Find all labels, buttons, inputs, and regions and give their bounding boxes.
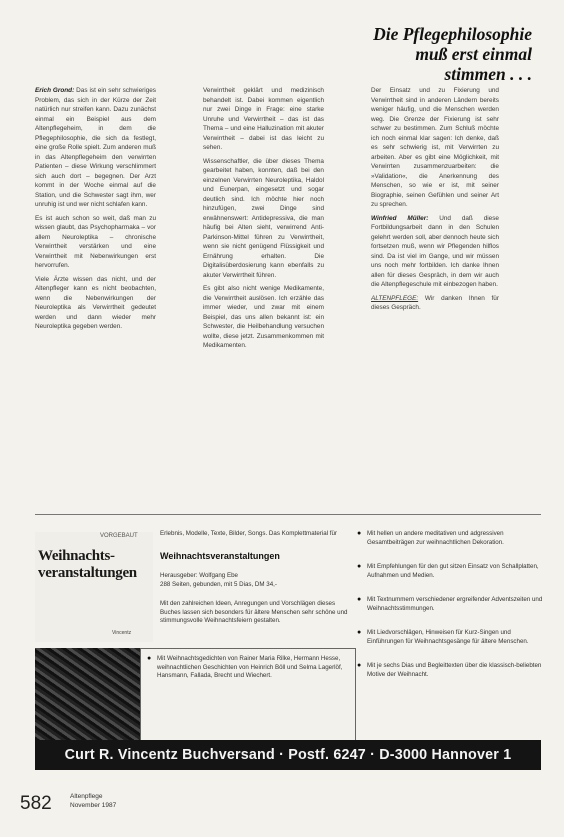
ad-details: 288 Seiten, gebunden, mit 5 Dias, DM 34,- <box>160 581 277 588</box>
paragraph: Wissenschaftler, die über dieses Thema gearbeitet haben, konnten, daß bei den einzelnen Verwirrten Neuroleptika, Haldol und Eunerpan, eingesetzt und sogar deutlich sind. Ich möchte hier noch hinzufügen, zwei Dinge sind erwähnenswert: Antidepressiva, die man häufig bei Alten sieht, verwirrend Anti-Parkinson-Mittel führen zu Verwirrtheit, wenn sie nicht genügend Flüssigkeit und Ernährung erhalten. Die Digitalisüberdosierung kann ebenfalls zu akuter Verwirrtheit führen. <box>203 157 324 279</box>
headline-line-1: Die Pflegephilosophie <box>373 24 532 44</box>
article-column-2 <box>203 86 324 466</box>
paragraph: Es ist auch schon so weit, daß man zu wissen glaubt, das Psychopharmaka – vor allem Neuroleptika – chronische Verwirrtheit verstärken und eine Verwirrtheit mit Nebenwirkungen erst hervorrufen. <box>35 214 156 269</box>
cover-tag: VORGEBAUT <box>100 533 138 539</box>
article-column-1 <box>35 86 156 466</box>
ad-intro: Erlebnis, Modelle, Texte, Bilder, Songs. Das Komplettmaterial für <box>160 530 337 537</box>
speaker-name: Winfried Müller: <box>371 214 429 222</box>
closing-label: ALTENPFLEGE: <box>371 294 419 302</box>
ad-editor: Herausgeber: Wolfgang Ebe <box>160 572 238 579</box>
cover-publisher: Vincentz <box>112 630 132 636</box>
speaker-name: Erich Grond: <box>35 87 75 94</box>
list-item: ● Mit Empfehlungen für den gut sitzen Einsatz von Schallplatten, Aufnahmen und Medien. <box>357 563 547 580</box>
ad-description: Mit den zahlreichen Ideen, Anregungen und Vorschlägen dieses Buches lassen sich besonders für ältere Menschen sehr schöne und stimmungsvolle Weihnachtsfeiern gestalten. <box>160 600 348 624</box>
ad-feature-box <box>140 648 356 742</box>
paragraph: Der Einsatz und zu Fixierung und Verwirrtheit sind in anderen Ländern bereits weniger häufig, und die Menschen werden weg. Die Grenze der Fixierung ist sehr schwer zu bestimmen. Zum Schluß möchte ich noch einmal klar sagen: Ich denke, daß es sehr schwierig ist, mit Verwirrten zu arbeiten. Aber es gibt eine Möglichkeit, mit Verwirrten zusammenzuarbeiten: die »Validation«, die Anerkennung des Menschen, so wie er ist, mit seiner Biographie, seinen Gefühlen und seiner Art zu sprechen. <box>371 87 499 208</box>
page-number: 582 <box>20 793 52 814</box>
list-item: ● Mit Liedvorschlägen, Hinweisen für Kurz-Singen und Einführungen für Weihnachtsgesänge für ältere Menschen. <box>357 629 547 646</box>
list-item: ● Mit hellen un andere meditativen und adgressiven Gesamtbeiträgen zur weihnachtlichen Dekoration. <box>357 530 547 547</box>
headline-line-3: stimmen . . . <box>444 64 532 84</box>
article-column-3 <box>371 86 499 466</box>
article-headline <box>272 24 532 84</box>
cover-title: Weihnachts-veranstaltungen <box>38 548 137 581</box>
list-item: ● Mit je sechs Dias und Begleittexten über die klassisch-beliebten Motive der Weihnacht. <box>357 662 547 679</box>
issue-date: November 1987 <box>70 802 117 809</box>
ad-bullet-list <box>357 530 547 695</box>
ad-divider <box>35 514 541 515</box>
closing-text: Wir danken Ihnen für dieses Gespräch. <box>371 294 499 311</box>
ad-heading: Weihnachtsveranstaltungen <box>160 551 280 561</box>
feature-text: Mit Weihnachtsgedichten von Rainer Maria Rilke, Hermann Hesse, weihnachtlichen Geschichten von Heinrich Böll und Selma Lagerlöf, Hansmann, Fallada, Brecht und Wiechert. <box>157 655 343 679</box>
publisher-address-bar: Curt R. Vincentz Buchversand · Postf. 6247 · D-3000 Hannover 1 <box>35 740 541 770</box>
cover-photo <box>35 648 151 740</box>
paragraph: Es gibt also nicht wenige Medikamente, die Verwirrtheit auslösen. Ich erzähle das immer wieder, und zwar mit einem Beispiel, das uns allen bekannt ist: ein Schwester, die Heilbehandlung versuchen wollte, diese jetzt. Zusammenkommen mit Medikamenten. <box>203 285 324 349</box>
paragraph: Verwirrtheit geklärt und medizinisch behandelt ist. Dabei kommen eigentlich nur zwei Dinge in Frage: eine starke Unruhe und Verwirrtheit – das ist das Thema – und eine Halluzination mit akuter Verwirrtheit – dabei ist das leicht zu sehen. <box>203 87 324 151</box>
list-item: ● Mit Textnummern verschiedener ergreifender Adventszeiten und Weihnachtsstimmungen. <box>357 596 547 613</box>
paragraph: Und daß diese Fortbildungsarbeit dann in den Schulen gelehrt werden soll, aber dennoch heute sich fortsetzen muß, wenn wir Pflegenden hilflos sind. Da ist viel im Gange, und wir müssen uns noch mehr fortbilden. Ich danke Ihnen allen für dieses Gespräch, in dem wir auch die Altenpflegeschule mit einbezogen haben. <box>371 214 499 288</box>
feature-bullet <box>147 655 347 681</box>
footer-info <box>70 792 116 810</box>
paragraph: Das ist ein sehr schwieriges Problem, das sich in der Kürze der Zeit natürlich nur streifen kann. Dazu zunächst einmal ein Beispiel aus dem Altenpflegeheim, in dem die Pflegephilosophie, die sich da festlegt, eine große Rolle spielt. Zum anderen muß in das Altenpflegeheim den verwirrten Patienten – diese Wirkung verschlimmert sich auch dort – begegnen. Der Arzt kommt in der Woche einmal auf die Station, und die Schwester sagt ihm, wer unruhig ist und wer nicht schlafen kann. <box>35 87 156 208</box>
magazine-name: Altenpflege <box>70 793 103 800</box>
paragraph: Viele Ärzte wissen das nicht, und der Altenpfleger kann es nicht beobachten, wenn die Nebenwirkungen der Neuroleptika als Verwirrtheit gedeutet werden und dann wieder mehr Neuroleptika gegeben werden. <box>35 275 156 330</box>
headline-line-2: muß erst einmal <box>415 44 532 64</box>
